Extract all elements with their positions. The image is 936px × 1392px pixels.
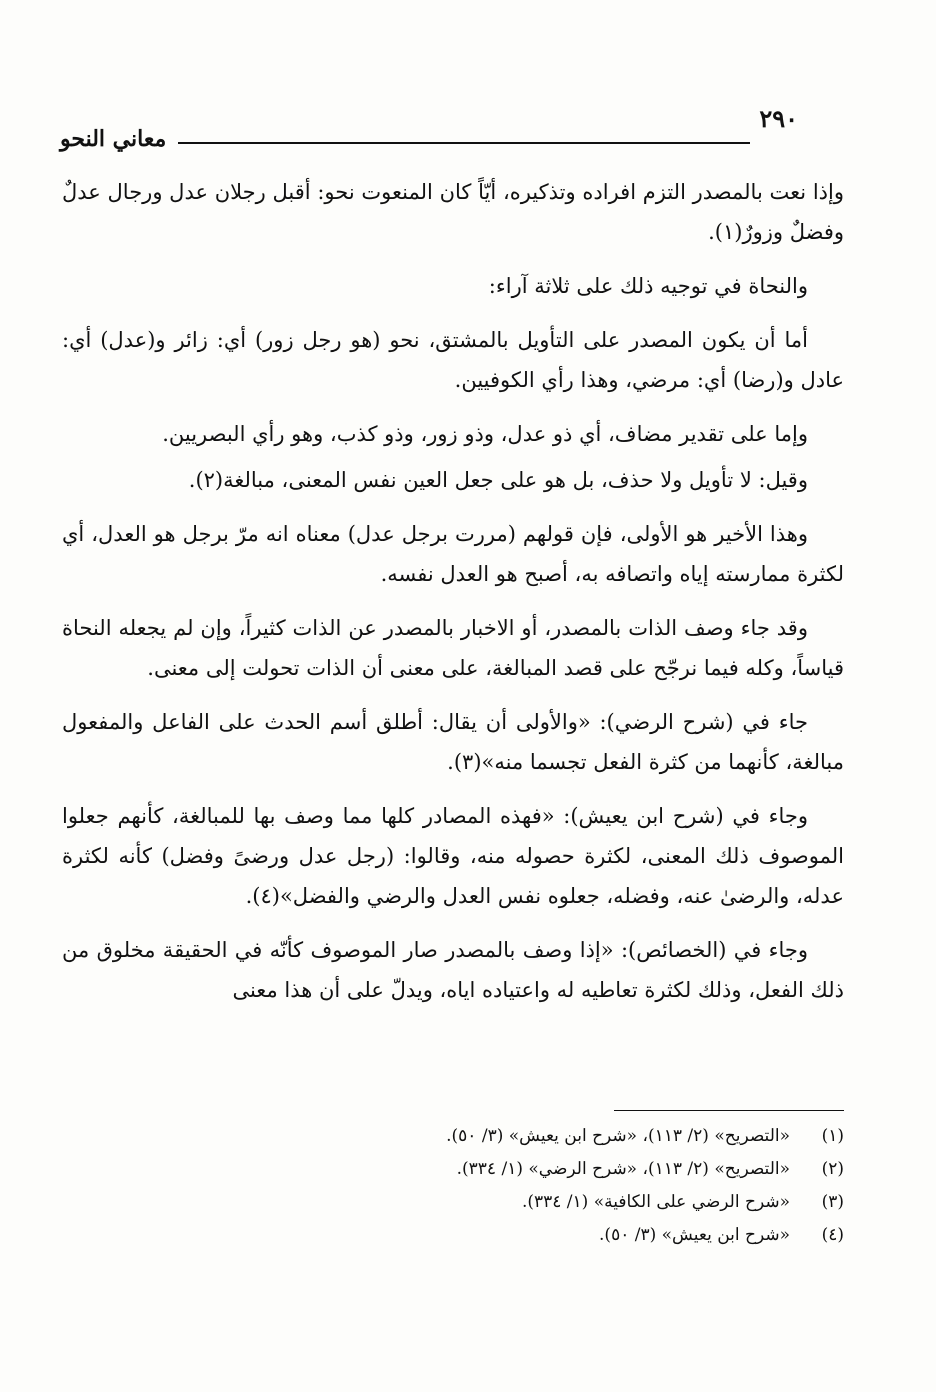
paragraph-9: وجاء في (شرح ابن يعيش): «فهذه المصادر كلها مما وصف بها للمبالغة، كأنهم جعلوا الموصوف ذلك المعنى، لكثرة حصوله منه، وقالوا: (رجل عدل ورضىً وفضل) كأنه لكثرة عدله، والرضىٰ عنه، وفضله، جعلوه نفس العدل والرضي والفضل»(٤). — [62, 804, 844, 908]
footnotes — [62, 1120, 844, 1252]
paragraph-10: وجاء في (الخصائص): «إذا وصف بالمصدر صار الموصوف كأنّه في الحقيقة مخلوق من ذلك الفعل، وذلك لكثرة تعاطيه له واعتياده اياه، ويدلّ على أن هذا معنى — [62, 938, 844, 1002]
paragraph-4: وإما على تقدير مضاف، أي ذو عدل، وذو زور، وذو كذب، وهو رأي البصريين. — [162, 422, 808, 446]
paragraph-7: وقد جاء وصف الذات بالمصدر، أو الاخبار بالمصدر عن الذات كثيراً، وإن لم يجعله النحاة قياساً، وكله فيما نرجّح على قصد المبالغة، على معنى أن الذات تحولت إلى معنى. — [62, 616, 844, 680]
footnote-text: «شرح ابن يعيش» (٣/ ٥٠). — [599, 1225, 790, 1245]
footnote-rule — [614, 1110, 844, 1111]
footnote-number: (١) — [821, 1126, 844, 1146]
paragraph-8: جاء في (شرح الرضي): «والأولى أن يقال: أطلق أسم الحدث على الفاعل والمفعول مبالغة، كأنهما من كثرة الفعل تجسما منه»(٣). — [62, 710, 844, 774]
header-rule — [178, 142, 750, 144]
footnote-text: «شرح الرضي على الكافية» (١/ ٣٣٤). — [521, 1192, 790, 1212]
footnote — [62, 1120, 844, 1153]
page-header — [60, 104, 870, 164]
footnote-number: (٤) — [821, 1225, 844, 1245]
running-title: معاني النحو — [60, 126, 167, 152]
footnote-number: (٢) — [821, 1159, 844, 1179]
footnote-number: (٣) — [821, 1192, 844, 1212]
paragraph-2: والنحاة في توجيه ذلك على ثلاثة آراء: — [488, 274, 808, 298]
footnote-text: «التصريح» (٢/ ١١٣)، «شرح ابن يعيش» (٣/ ٥٠). — [446, 1126, 790, 1146]
footnote — [62, 1219, 844, 1252]
footnote — [62, 1186, 844, 1219]
footnote-text: «التصريح» (٢/ ١١٣)، «شرح الرضي» (١/ ٣٣٤). — [456, 1159, 790, 1179]
body-text — [62, 172, 844, 1024]
paragraph-3: أما أن يكون المصدر على التأويل بالمشتق، نحو (هو رجل زور) أي: زائر و(عدل) أي: عادل و(رضا) أي: مرضي، وهذا رأي الكوفيين. — [62, 328, 844, 392]
footnote — [62, 1153, 844, 1186]
paragraph-1: وإذا نعت بالمصدر التزم افراده وتذكيره، أيّاً كان المنعوت نحو: أقبل رجلان عدل ورجال عدلٌ وفضلٌ وزورٌ(١). — [62, 180, 844, 244]
paragraph-5: وقيل: لا تأويل ولا حذف، بل هو على جعل العين نفس المعنى، مبالغة(٢). — [188, 468, 808, 492]
page-number: ٢٩٠ — [759, 104, 798, 133]
paragraph-6: وهذا الأخير هو الأولى، فإن قولهم (مررت برجل عدل) معناه انه مرّ برجل هو العدل، أي لكثرة ممارسته إياه واتصافه به، أصبح هو العدل نفسه. — [62, 522, 844, 586]
